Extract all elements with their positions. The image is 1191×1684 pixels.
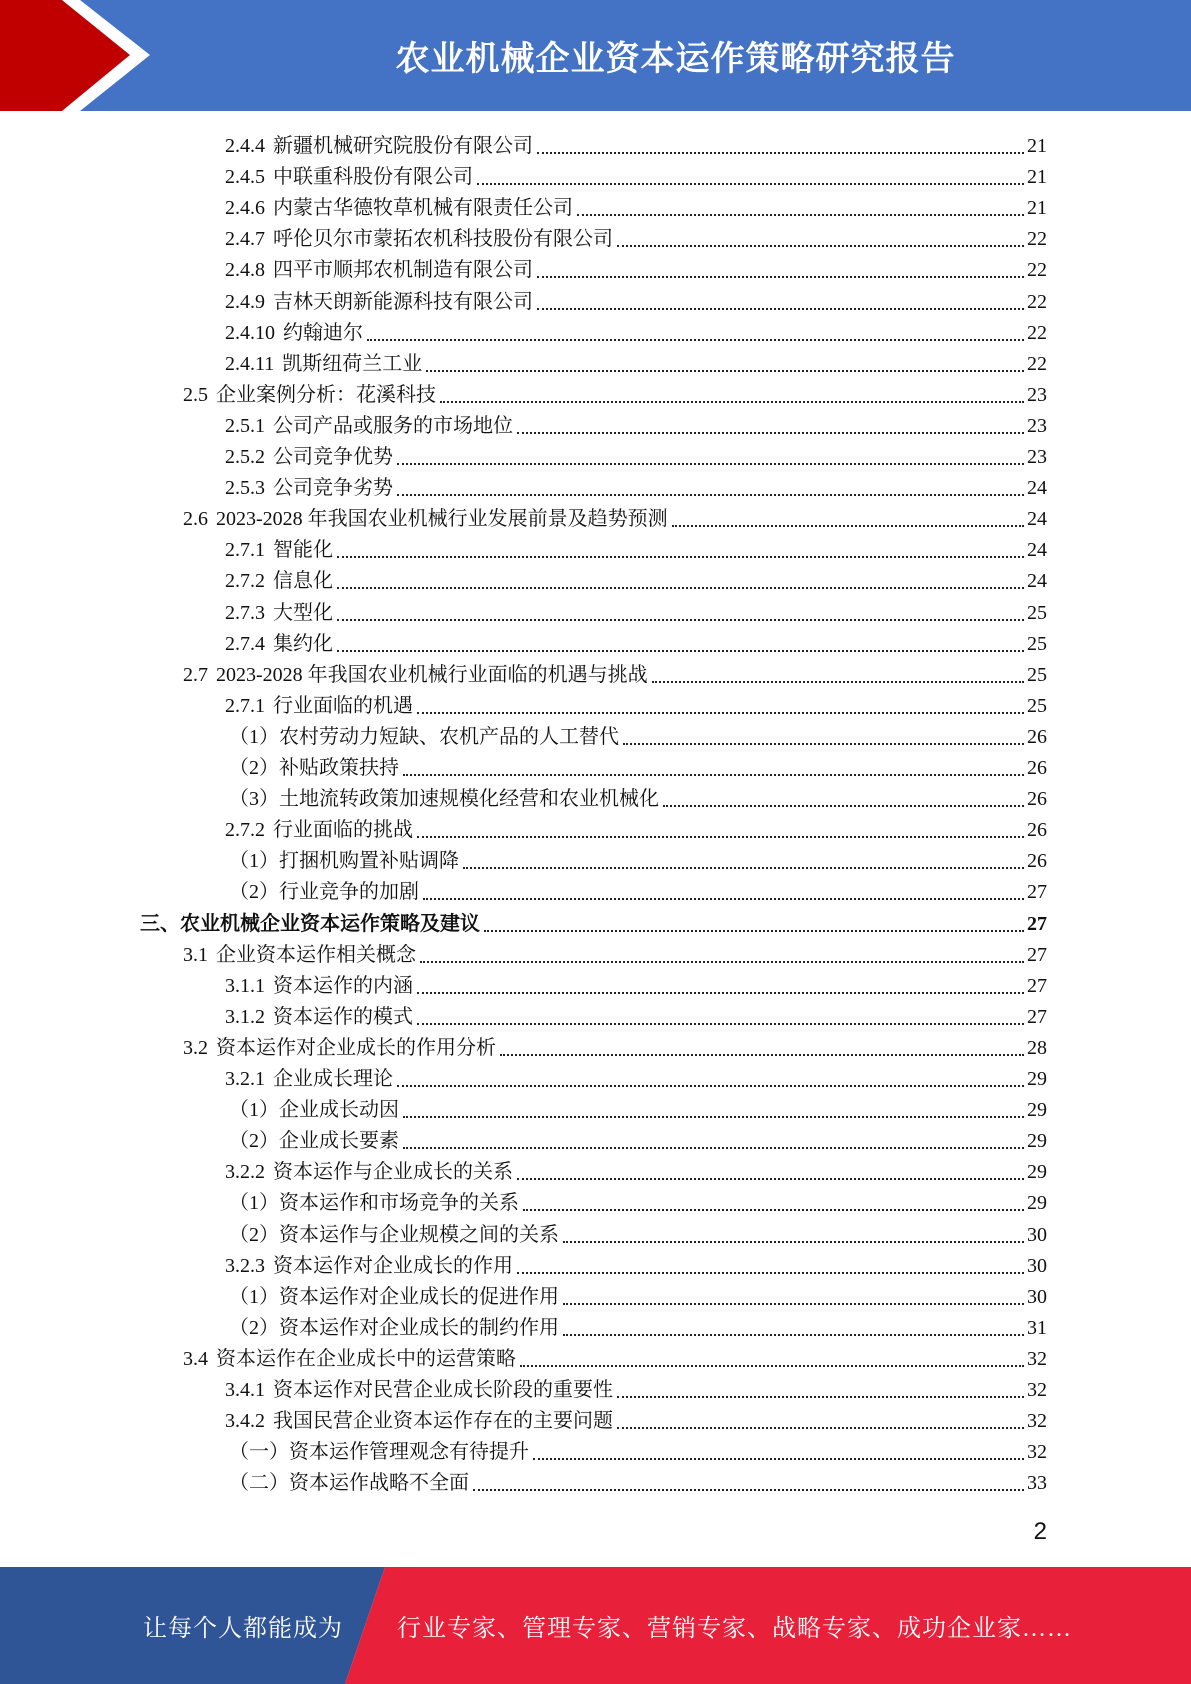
toc-dot-leader bbox=[484, 930, 1024, 932]
toc-entry[interactable] bbox=[229, 873, 1047, 904]
toc-entry[interactable] bbox=[225, 1371, 1047, 1402]
toc-entry-page: 25 bbox=[1027, 694, 1047, 717]
toc-entry-page: 32 bbox=[1027, 1379, 1047, 1401]
toc-dot-leader bbox=[403, 1147, 1024, 1149]
toc-entry-title: 企业成长要素 bbox=[279, 1130, 399, 1153]
toc-dot-leader bbox=[397, 494, 1024, 496]
toc-entry-title: 资本运作对企业成长的制约作用 bbox=[279, 1316, 559, 1339]
toc-entry[interactable] bbox=[229, 780, 1047, 811]
toc-entry-page: 30 bbox=[1027, 1285, 1047, 1308]
footer-slogan-left: 让每个人都能成为 bbox=[143, 1616, 343, 1642]
toc-entry-page: 29 bbox=[1027, 1161, 1047, 1184]
toc-entry[interactable] bbox=[225, 158, 1047, 189]
toc-entry-number: 3.2 bbox=[183, 1036, 208, 1059]
toc-entry-number: 三、 bbox=[140, 912, 180, 935]
toc-entry-number: 3.1 bbox=[183, 943, 208, 966]
page-number: 2 bbox=[1033, 1518, 1047, 1545]
toc-dot-leader bbox=[623, 743, 1024, 745]
toc-entry-number: （二） bbox=[229, 1472, 289, 1495]
toc-entry-title: 2023-2028 年我国农业机械行业面临的机遇与挑战 bbox=[216, 663, 648, 686]
toc-entry[interactable] bbox=[183, 656, 1047, 687]
toc-entry-page: 27 bbox=[1027, 1005, 1047, 1028]
toc-entry-page: 21 bbox=[1027, 166, 1047, 189]
toc-entry-page: 24 bbox=[1027, 477, 1047, 500]
toc-dot-leader bbox=[440, 401, 1024, 403]
toc-entry-number: （2） bbox=[229, 757, 279, 779]
toc-entry[interactable] bbox=[183, 1029, 1047, 1060]
toc-entry-page: 30 bbox=[1027, 1254, 1047, 1277]
toc-dot-leader bbox=[423, 898, 1024, 900]
toc-entry-page: 27 bbox=[1027, 881, 1047, 904]
toc-entry-number: （2） bbox=[229, 1223, 279, 1246]
toc-dot-leader bbox=[663, 805, 1024, 807]
toc-entry-number: 2.4.6 bbox=[225, 197, 265, 220]
toc-entry-title: 资本运作和市场竞争的关系 bbox=[279, 1192, 519, 1215]
toc-entry-page: 28 bbox=[1027, 1036, 1047, 1059]
toc-dot-leader bbox=[337, 587, 1024, 589]
toc-entry[interactable] bbox=[183, 1340, 1047, 1371]
toc-entry-number: 3.1.2 bbox=[225, 1005, 265, 1028]
toc-entry-page: 23 bbox=[1027, 383, 1047, 406]
toc-entry-number: （2） bbox=[229, 881, 279, 904]
toc-entry-title: 企业成长动因 bbox=[279, 1099, 399, 1122]
toc-entry-title: 我国民营企业资本运作存在的主要问题 bbox=[273, 1410, 613, 1433]
toc-entry-page: 24 bbox=[1027, 539, 1047, 562]
toc-entry-number: 2.4.9 bbox=[225, 290, 265, 313]
toc-entry-title: 企业案例分析：花溪科技 bbox=[216, 383, 436, 406]
toc-entry[interactable] bbox=[225, 283, 1047, 314]
toc-entry[interactable] bbox=[225, 469, 1047, 500]
toc-entry-page: 25 bbox=[1027, 632, 1047, 655]
toc-dot-leader bbox=[523, 1209, 1024, 1211]
toc-entry-title: 内蒙古华德牧草机械有限责任公司 bbox=[273, 197, 573, 220]
toc-entry-number: 2.7.1 bbox=[225, 539, 265, 562]
toc-dot-leader bbox=[537, 276, 1024, 278]
toc-entry-page: 26 bbox=[1027, 757, 1047, 779]
toc-entry[interactable] bbox=[225, 1153, 1047, 1184]
toc-entry[interactable] bbox=[225, 625, 1047, 656]
toc-dot-leader bbox=[672, 525, 1024, 527]
toc-entry[interactable] bbox=[225, 998, 1047, 1029]
toc-entry-title: 资本运作对民营企业成长阶段的重要性 bbox=[273, 1379, 613, 1401]
toc-entry-number: 3.2.2 bbox=[225, 1161, 265, 1184]
toc-entry-number: 2.4.4 bbox=[225, 135, 265, 157]
toc-entry-title: 资本运作在企业成长中的运营策略 bbox=[216, 1347, 516, 1370]
toc-entry-title: 资本运作对企业成长的作用 bbox=[273, 1254, 513, 1277]
toc-dot-leader bbox=[517, 1178, 1024, 1180]
toc-entry[interactable] bbox=[229, 749, 1047, 780]
toc-entry-number: （2） bbox=[229, 1316, 279, 1339]
toc-dot-leader bbox=[367, 339, 1024, 341]
toc-entry-page: 22 bbox=[1027, 352, 1047, 375]
toc-entry[interactable] bbox=[225, 811, 1047, 842]
toc-entry-page: 32 bbox=[1027, 1347, 1047, 1370]
toc-entry[interactable] bbox=[140, 905, 1047, 936]
toc-entry-page: 29 bbox=[1027, 1130, 1047, 1153]
toc-entry-page: 22 bbox=[1027, 228, 1047, 251]
toc-entry-page: 26 bbox=[1027, 850, 1047, 873]
toc-entry-page: 27 bbox=[1027, 943, 1047, 966]
toc-entry-title: 资本运作与企业成长的关系 bbox=[273, 1161, 513, 1184]
toc-entry[interactable] bbox=[225, 314, 1047, 345]
toc-entry-page: 24 bbox=[1027, 570, 1047, 593]
toc-entry[interactable] bbox=[229, 1122, 1047, 1153]
toc-entry-title: 约翰迪尔 bbox=[283, 321, 363, 344]
toc-entry-title: 行业面临的机遇 bbox=[273, 694, 413, 717]
toc-entry[interactable] bbox=[225, 594, 1047, 625]
toc-entry-title: 资本运作的内涵 bbox=[273, 974, 413, 997]
toc-entry-page: 29 bbox=[1027, 1099, 1047, 1122]
toc-dot-leader bbox=[403, 1116, 1024, 1118]
toc-dot-leader bbox=[403, 774, 1024, 776]
toc-entry-title: 补贴政策扶持 bbox=[279, 757, 399, 779]
toc-entry-number: （2） bbox=[229, 1130, 279, 1153]
toc-entry-page: 25 bbox=[1027, 601, 1047, 624]
toc-entry-number: 2.5.2 bbox=[225, 446, 265, 468]
toc-entry-title: 农业机械企业资本运作策略及建议 bbox=[180, 912, 480, 935]
toc-entry[interactable] bbox=[225, 1402, 1047, 1433]
toc-entry-title: 打捆机购置补贴调降 bbox=[279, 850, 459, 873]
toc-entry-page: 29 bbox=[1027, 1192, 1047, 1215]
toc-entry-number: （一） bbox=[229, 1441, 289, 1464]
toc-entry-number: （3） bbox=[229, 788, 279, 811]
toc-entry[interactable] bbox=[225, 345, 1047, 376]
toc-entry-page: 25 bbox=[1027, 663, 1047, 686]
toc-entry-number: 2.5.1 bbox=[225, 414, 265, 437]
toc-entry[interactable] bbox=[225, 127, 1047, 158]
toc-entry-title: 资本运作战略不全面 bbox=[289, 1472, 469, 1495]
toc-entry-title: 中联重科股份有限公司 bbox=[273, 166, 473, 189]
toc-entry[interactable] bbox=[229, 1464, 1047, 1495]
report-title: 农业机械企业资本运作策略研究报告 bbox=[395, 39, 956, 79]
toc-entry[interactable] bbox=[229, 1309, 1047, 1340]
toc-dot-leader bbox=[617, 245, 1024, 247]
toc-entry[interactable] bbox=[225, 189, 1047, 220]
toc-entry[interactable] bbox=[229, 1091, 1047, 1122]
toc-entry-number: （1） bbox=[229, 725, 279, 748]
toc-entry[interactable] bbox=[225, 531, 1047, 562]
toc-entry-number: 3.1.1 bbox=[225, 974, 265, 997]
report-header bbox=[0, 0, 1191, 111]
toc-dot-leader bbox=[397, 463, 1024, 465]
footer-banner bbox=[0, 1567, 1191, 1684]
toc-entry[interactable] bbox=[225, 1247, 1047, 1278]
toc-entry[interactable] bbox=[225, 251, 1047, 282]
toc-entry-number: （1） bbox=[229, 1099, 279, 1122]
toc-entry-number: 2.4.5 bbox=[225, 166, 265, 189]
toc-entry-page: 24 bbox=[1027, 508, 1047, 531]
toc-entry-page: 27 bbox=[1027, 912, 1047, 935]
toc-entry-number: 3.4 bbox=[183, 1347, 208, 1370]
toc-entry-title: 2023-2028 年我国农业机械行业发展前景及趋势预测 bbox=[216, 508, 668, 531]
toc-entry[interactable] bbox=[225, 562, 1047, 593]
toc-entry-number: 2.4.10 bbox=[225, 321, 275, 344]
toc-entry[interactable] bbox=[225, 967, 1047, 998]
toc-dot-leader bbox=[563, 1334, 1024, 1336]
toc-entry-title: 行业面临的挑战 bbox=[273, 819, 413, 842]
toc-entry-number: 3.4.2 bbox=[225, 1410, 265, 1433]
toc-entry-title: 吉林天朗新能源科技有限公司 bbox=[273, 290, 533, 313]
toc-entry-page: 29 bbox=[1027, 1068, 1047, 1090]
toc-dot-leader bbox=[420, 961, 1024, 963]
toc-dot-leader bbox=[577, 214, 1024, 216]
toc-dot-leader bbox=[617, 1427, 1024, 1429]
toc-entry[interactable] bbox=[183, 376, 1047, 407]
toc-dot-leader bbox=[337, 556, 1024, 558]
toc-entry[interactable] bbox=[229, 1216, 1047, 1247]
toc-dot-leader bbox=[563, 1303, 1024, 1305]
toc-entry-title: 企业资本运作相关概念 bbox=[216, 943, 416, 966]
toc-entry-number: （1） bbox=[229, 1192, 279, 1215]
toc-entry-number: （1） bbox=[229, 850, 279, 873]
toc-entry-number: 2.7.3 bbox=[225, 601, 265, 624]
toc-entry-title: 公司产品或服务的市场地位 bbox=[273, 414, 513, 437]
toc-entry-title: 呼伦贝尔市蒙拓农机科技股份有限公司 bbox=[273, 228, 613, 251]
toc-entry-number: 2.7 bbox=[183, 663, 208, 686]
toc-entry-number: 2.7.2 bbox=[225, 819, 265, 842]
toc-entry[interactable] bbox=[225, 220, 1047, 251]
toc-dot-leader bbox=[337, 619, 1024, 621]
toc-entry-page: 22 bbox=[1027, 290, 1047, 313]
toc-entry-number: 2.4.11 bbox=[225, 352, 275, 375]
toc-entry[interactable] bbox=[225, 438, 1047, 469]
toc-entry-page: 32 bbox=[1027, 1410, 1047, 1433]
toc-entry-page: 26 bbox=[1027, 725, 1047, 748]
toc-dot-leader bbox=[337, 650, 1024, 652]
toc-entry-title: 公司竞争优势 bbox=[273, 446, 393, 468]
toc-dot-leader bbox=[517, 1272, 1024, 1274]
toc-entry-page: 30 bbox=[1027, 1223, 1047, 1246]
toc-entry-title: 资本运作与企业规模之间的关系 bbox=[279, 1223, 559, 1246]
toc-dot-leader bbox=[463, 867, 1024, 869]
toc-entry-page: 32 bbox=[1027, 1441, 1047, 1464]
toc-entry-number: 3.2.3 bbox=[225, 1254, 265, 1277]
toc-entry-number: 2.7.2 bbox=[225, 570, 265, 593]
toc-entry[interactable] bbox=[229, 1433, 1047, 1464]
toc-dot-leader bbox=[473, 1489, 1024, 1491]
toc-entry-number: 2.5.3 bbox=[225, 477, 265, 500]
toc-entry-page: 23 bbox=[1027, 446, 1047, 468]
toc-entry[interactable] bbox=[229, 718, 1047, 749]
toc-entry[interactable] bbox=[225, 1060, 1047, 1091]
toc-dot-leader bbox=[417, 712, 1024, 714]
toc-dot-leader bbox=[533, 1458, 1024, 1460]
toc-entry-title: 资本运作的模式 bbox=[273, 1005, 413, 1028]
toc-entry-title: 公司竞争劣势 bbox=[273, 477, 393, 500]
toc-entry-title: 资本运作管理观念有待提升 bbox=[289, 1441, 529, 1464]
toc-entry-number: （1） bbox=[229, 1285, 279, 1308]
toc-entry-title: 四平市顺邦农机制造有限公司 bbox=[273, 259, 533, 282]
toc-entry[interactable] bbox=[229, 1278, 1047, 1309]
toc-entry-page: 27 bbox=[1027, 974, 1047, 997]
toc-dot-leader bbox=[426, 370, 1024, 372]
toc-entry-page: 22 bbox=[1027, 321, 1047, 344]
toc-entry-number: 3.4.1 bbox=[225, 1379, 265, 1401]
toc-entry-page: 22 bbox=[1027, 259, 1047, 282]
toc-entry-title: 信息化 bbox=[273, 570, 333, 593]
toc-dot-leader bbox=[500, 1054, 1024, 1056]
toc-entry-page: 23 bbox=[1027, 414, 1047, 437]
toc-entry-title: 企业成长理论 bbox=[273, 1068, 393, 1090]
toc-entry[interactable] bbox=[225, 687, 1047, 718]
toc-entry[interactable] bbox=[183, 936, 1047, 967]
toc-entry-title: 资本运作对企业成长的促进作用 bbox=[279, 1285, 559, 1308]
toc-entry-title: 凯斯纽荷兰工业 bbox=[282, 352, 423, 375]
toc-entry-title: 新疆机械研究院股份有限公司 bbox=[273, 135, 533, 157]
toc-entry-number: 2.6 bbox=[183, 508, 208, 531]
toc-entry[interactable] bbox=[229, 1184, 1047, 1215]
toc-dot-leader bbox=[520, 1365, 1024, 1367]
toc-entry-page: 31 bbox=[1027, 1316, 1047, 1339]
toc-entry-page: 21 bbox=[1027, 135, 1047, 157]
toc-entry-page: 33 bbox=[1027, 1472, 1047, 1495]
toc-entry-title: 资本运作对企业成长的作用分析 bbox=[216, 1036, 496, 1059]
header-arrow-decoration bbox=[0, 0, 160, 111]
toc-entry-number: 2.5 bbox=[183, 383, 208, 406]
toc-entry[interactable] bbox=[225, 407, 1047, 438]
toc-dot-leader bbox=[477, 183, 1024, 185]
toc-entry-number: 2.7.1 bbox=[225, 694, 265, 717]
toc-entry-title: 农村劳动力短缺、农机产品的人工替代 bbox=[279, 725, 619, 748]
toc-entry-page: 26 bbox=[1027, 819, 1047, 842]
toc-dot-leader bbox=[652, 681, 1024, 683]
toc-entry-title: 行业竞争的加剧 bbox=[279, 881, 419, 904]
toc-dot-leader bbox=[563, 1241, 1024, 1243]
toc-dot-leader bbox=[417, 1023, 1024, 1025]
toc-dot-leader bbox=[397, 1085, 1024, 1087]
toc-dot-leader bbox=[517, 432, 1024, 434]
toc-entry-title: 集约化 bbox=[273, 632, 333, 655]
toc-entry-title: 大型化 bbox=[273, 601, 333, 624]
toc-entry-number: 2.7.4 bbox=[225, 632, 265, 655]
toc-dot-leader bbox=[417, 992, 1024, 994]
toc-entry-page: 21 bbox=[1027, 197, 1047, 220]
toc-dot-leader bbox=[417, 836, 1024, 838]
toc-entry-number: 2.4.7 bbox=[225, 228, 265, 251]
toc-entry[interactable] bbox=[183, 500, 1047, 531]
toc-entry-number: 2.4.8 bbox=[225, 259, 265, 282]
toc-dot-leader bbox=[617, 1396, 1024, 1398]
toc-entry[interactable] bbox=[229, 842, 1047, 873]
toc-entry-page: 26 bbox=[1027, 788, 1047, 811]
toc-entry-title: 土地流转政策加速规模化经营和农业机械化 bbox=[279, 788, 659, 811]
toc-entry-title: 智能化 bbox=[273, 539, 333, 562]
toc-dot-leader bbox=[537, 308, 1024, 310]
footer-slogan-right: 行业专家、管理专家、营销专家、战略专家、成功企业家…… bbox=[397, 1616, 1072, 1642]
toc-dot-leader bbox=[537, 152, 1024, 154]
toc-entry-number: 3.2.1 bbox=[225, 1068, 265, 1090]
